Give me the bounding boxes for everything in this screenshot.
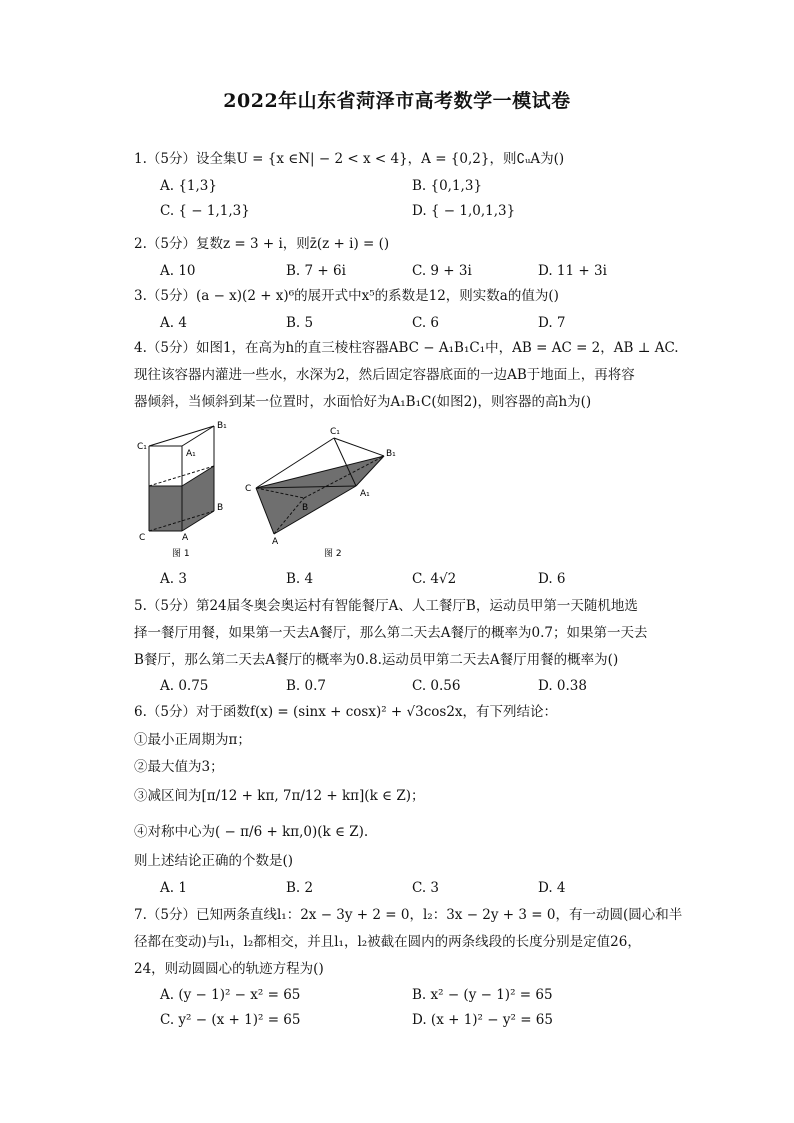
fig1-point-b: B <box>217 503 224 513</box>
q7-option-d: D. (x + 1)² − y² = 65 <box>412 1012 553 1028</box>
q6-option-d: D. 4 <box>538 880 566 896</box>
q2-option-c: C. 9 + 3i <box>412 263 472 279</box>
q4-option-a: A. 3 <box>160 571 187 587</box>
question-4-stem-line-2: 现往该容器内灌进一些水，水深为2，然后固定容器底面的一边AB于地面上，再将容 <box>134 367 635 383</box>
fig2-point-a: A <box>272 537 279 547</box>
q2-option-b: B. 7 + 6i <box>286 263 346 279</box>
fig2-point-b1: B₁ <box>386 449 396 459</box>
q2-option-a: A. 10 <box>160 263 196 279</box>
q5-option-a: A. 0.75 <box>160 678 209 694</box>
q5-option-d: D. 0.38 <box>538 678 587 694</box>
question-6-stem-last: 则上述结论正确的个数是() <box>134 853 294 869</box>
figure-2 <box>245 427 396 559</box>
q4-option-c: C. 4√2 <box>412 571 457 587</box>
fig1-caption: 图 1 <box>172 549 190 559</box>
question-2-stem: 2.（5分）复数z = 3 + i，则z̄(z + i) = () <box>134 236 390 252</box>
q6-option-a: A. 1 <box>160 880 187 896</box>
figure-1 <box>137 421 227 559</box>
q6-option-b: B. 2 <box>286 880 314 896</box>
q1-option-c: C. { − 1,1,3} <box>160 203 250 219</box>
q3-option-b: B. 5 <box>286 315 314 331</box>
q5-option-c: C. 0.56 <box>412 678 461 694</box>
fig1-point-a1: A₁ <box>186 449 196 459</box>
q1-option-d: D. { − 1,0,1,3} <box>412 203 516 219</box>
question-7-stem-line-1: 7.（5分）已知两条直线l₁：2x − 3y + 2 = 0，l₂：3x − 2y + 3 = 0，有一动圆(圆心和半 <box>134 907 683 923</box>
prism-figure <box>134 416 394 566</box>
question-5-stem-line-3: B餐厅，那么第二天去A餐厅的概率为0.8.运动员甲第二天去A餐厅用餐的概率为() <box>134 652 619 668</box>
fig2-point-c: C <box>245 484 252 494</box>
question-5-stem-line-2: 择一餐厅用餐，如果第一天去A餐厅，那么第二天去A餐厅的概率为0.7；如果第一天去 <box>134 625 648 641</box>
question-3-stem: 3.（5分）(a − x)(2 + x)⁶的展开式中x⁵的系数是12，则实数a的值为() <box>134 288 559 304</box>
question-4-stem-line-3: 器倾斜，当倾斜到某一位置时，水面恰好为A₁B₁C(如图2)，则容器的高h为() <box>134 394 592 410</box>
fig2-point-c1: C₁ <box>330 427 340 437</box>
q1-option-b: B. {0,1,3} <box>412 178 483 194</box>
question-1-stem: 1.（5分）设全集U = {x ∈N| − 2 < x < 4}，A = {0,2}，则∁ᵤA为() <box>134 151 565 167</box>
q6-option-c: C. 3 <box>412 880 440 896</box>
q7-option-c: C. y² − (x + 1)² = 65 <box>160 1012 301 1028</box>
page-title: 2022年山东省菏泽市高考数学一模试卷 <box>223 90 571 112</box>
question-7-stem-line-2: 径都在变动)与l₁，l₂都相交，并且l₁，l₂被截在圆内的两条线段的长度分别是定值26， <box>134 934 641 950</box>
fig2-point-b: B <box>302 503 309 513</box>
q4-option-b: B. 4 <box>286 571 314 587</box>
question-6-conclusion-4: ④对称中心为( − π/6 + kπ,0)(k ∈ Z). <box>134 824 369 840</box>
question-6-stem-line-1: 6.（5分）对于函数f(x) = (sinx + cosx)² + √3cos2x，有下列结论： <box>134 704 558 720</box>
question-4-stem-line-1: 4.（5分）如图1，在高为h的直三棱柱容器ABC − A₁B₁C₁中，AB = AC = 2，AB ⊥ AC. <box>134 340 679 356</box>
fig1-point-c1: C₁ <box>137 442 147 452</box>
q3-option-c: C. 6 <box>412 315 440 331</box>
question-7-stem-line-3: 24，则动圆圆心的轨迹方程为() <box>134 961 324 977</box>
fig1-point-a: A <box>182 533 189 543</box>
q5-option-b: B. 0.7 <box>286 678 326 694</box>
q1-option-a: A. {1,3} <box>160 178 217 194</box>
q7-option-b: B. x² − (y − 1)² = 65 <box>412 987 553 1003</box>
fig2-caption: 图 2 <box>324 549 342 559</box>
q3-option-d: D. 7 <box>538 315 566 331</box>
fig1-point-b1: B₁ <box>217 421 227 431</box>
fig1-point-c: C <box>139 533 146 543</box>
q7-option-a: A. (y − 1)² − x² = 65 <box>160 987 301 1003</box>
question-6-conclusion-3: ③减区间为[π/12 + kπ, 7π/12 + kπ](k ∈ Z)； <box>134 788 425 804</box>
fig2-point-a1: A₁ <box>360 489 370 499</box>
q3-option-a: A. 4 <box>160 315 187 331</box>
question-6-conclusion-2: ②最大值为3； <box>134 759 224 775</box>
question-5-stem-line-1: 5.（5分）第24届冬奥会奥运村有智能餐厅A、人工餐厅B，运动员甲第一天随机地选 <box>134 598 638 614</box>
q2-option-d: D. 11 + 3i <box>538 263 607 279</box>
q4-option-d: D. 6 <box>538 571 566 587</box>
question-6-conclusion-1: ①最小正周期为π； <box>134 732 251 748</box>
